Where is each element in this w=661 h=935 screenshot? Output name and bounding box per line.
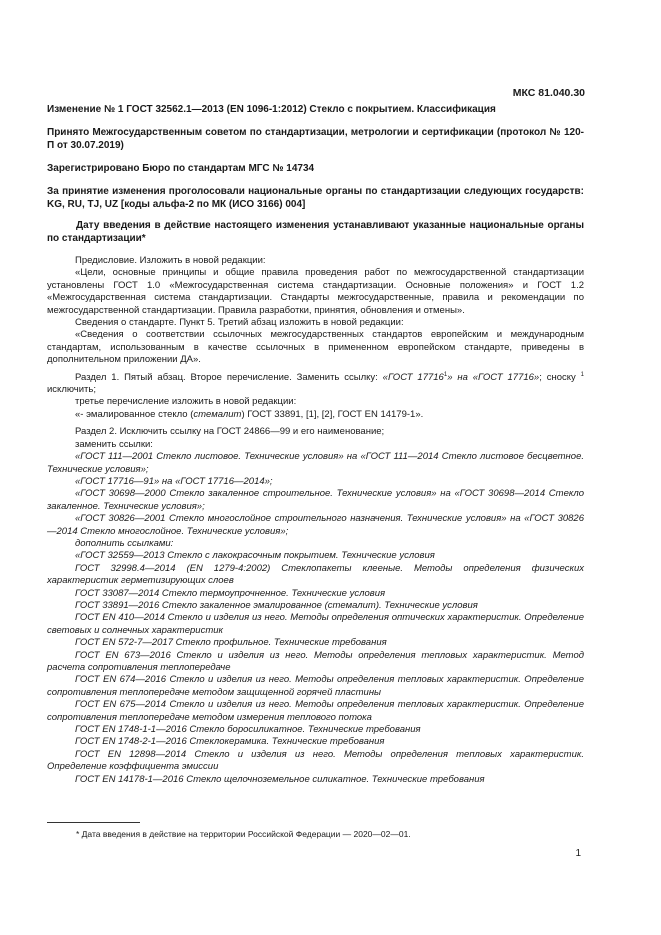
reference-old: «ГОСТ 17716 [382, 371, 444, 383]
reference-item: ГОСТ EN 14178-1—2016 Стекло щелочноземельное силикатное. Технические требования [75, 773, 485, 785]
footnote-mark: 1 [580, 371, 584, 378]
mks-code: МКС 81.040.30 [512, 87, 585, 99]
paragraph [47, 409, 584, 421]
reference-item: ГОСТ EN 674—2016 Стекло и изделия из него. Методы определения тепловых характеристик. Определение сопротивления теплопередаче методом защищенной горячей пластины [47, 674, 584, 698]
reference-item: «ГОСТ 30698—2000 Стекло закаленное строительное. Технические условия» на «ГОСТ 30698—2014 Стекло закаленное. Технические условия»; [47, 488, 584, 512]
reference-new: » на «ГОСТ 17716» [447, 371, 540, 383]
paragraph [47, 372, 584, 397]
registration-statement: Зарегистрировано Бюро по стандартам МГС № 14734 [47, 163, 315, 174]
reference-item: «ГОСТ 32559—2013 Стекло с лакокрасочным покрытием. Технические условия [75, 550, 435, 562]
text-run: Раздел 1. Пятый абзац. Второе перечисление. Заменить ссылку: [75, 371, 383, 383]
reference-item: ГОСТ EN 410—2014 Стекло и изделия из него. Методы определения оптических характеристик. Определение световых и солнечных характеристик [47, 612, 584, 636]
text-run: ) ГОСТ 33891, [1], [2], ГОСТ EN 14179-1». [241, 408, 424, 420]
reference-item: ГОСТ EN 1748-2-1—2016 Стеклокерамика. Технические требования [75, 736, 385, 748]
reference-item: ГОСТ EN 1748-1-1—2016 Стекло боросиликатное. Технические требования [75, 724, 421, 736]
reference-item: ГОСТ 32998.4—2014 (EN 1279-4:2002) Стеклопакеты клееные. Методы определения физических характеристик герметизирующих слоев [47, 562, 584, 587]
page-number: 1 [575, 848, 581, 859]
amendment-title: Изменение № 1 ГОСТ 32562.1—2013 (EN 1096-1:2012) Стекло с покрытием. Классификация [47, 104, 496, 115]
paragraph: дополнить ссылками: [75, 537, 174, 549]
paragraph: «Сведения о соответствии ссылочных межгосударственных стандартов европейским и международным стандартам, использованным в качестве ссылочных в примененном европейском стандарте, приведены в дополнительном приложении ДА». [47, 329, 584, 366]
paragraph: Предисловие. Изложить в новой редакции: [75, 255, 266, 266]
amendment-body [47, 255, 584, 786]
voting-statement: За принятие изменения проголосовали национальные органы по стандартизации следующих государств: KG, RU, TJ, UZ [коды альфа-2 по МК (ИСО 3166) 004] [47, 186, 584, 210]
reference-item: ГОСТ 33891—2016 Стекло закаленное эмалированное (стемалит). Технические условия [75, 599, 478, 611]
footnote: * Дата введения в действие на территории Российской Федерации — 2020—02—01. [76, 829, 411, 839]
reference-item: «ГОСТ 111—2001 Стекло листовое. Технические условия» на «ГОСТ 111—2014 Стекло листовое бесцветное. Технические условия»; [47, 451, 584, 475]
paragraph: Раздел 2. Исключить ссылку на ГОСТ 24866—99 и его наименование; [75, 426, 385, 438]
reference-item: ГОСТ EN 673—2016 Стекло и изделия из него. Методы определения тепловых характеристик. Метод расчета сопротивления теплопередаче [47, 649, 584, 673]
footnote-mark: 1 [443, 371, 448, 378]
footnote-divider [47, 822, 140, 823]
text-run: «- эмалированное стекло ( [75, 408, 194, 420]
reference-item: ГОСТ EN 12898—2014 Стекло и изделия из него. Методы определения тепловых характеристик. Определение коэффициента эмиссии [47, 748, 584, 773]
paragraph: «Цели, основные принципы и общие правила проведения работ по межгосударственной стандартизации установлены ГОСТ 1.0 «Межгосударственная система стандартизации. Основные положения» и ГОСТ 1.2 «Межгосударственная система стандартизации. Стандарты межгосударственные, правила и рекомендации по межгосударственной стандартизации. Правила разработки, принятия, обновления и отмены». [47, 267, 584, 316]
paragraph: Сведения о стандарте. Пункт 5. Третий абзац изложить в новой редакции: [75, 317, 404, 329]
reference-item: ГОСТ EN 572-7—2017 Стекло профильное. Технические требования [75, 637, 387, 649]
text-run: исключить; [47, 384, 96, 396]
introduction-date-note: Дату введения в действие настоящего изменения устанавливают указанные национальные органы по стандартизации* [47, 220, 584, 244]
reference-item: «ГОСТ 17716—91» на «ГОСТ 17716—2014»; [75, 475, 273, 487]
paragraph: третье перечисление изложить в новой редакции: [75, 396, 297, 408]
text-run: стемалит [193, 408, 242, 420]
reference-item: «ГОСТ 30826—2001 Стекло многослойное строительного назначения. Технические условия» на «ГОСТ 30826—2014 Стекло многослойное. Технические условия»; [47, 513, 584, 537]
text-run: ; сноску [539, 371, 581, 383]
reference-item: ГОСТ EN 675—2014 Стекло и изделия из него. Методы определения тепловых характеристик. Определение сопротивления теплопередаче методом измерения теплового потока [47, 699, 584, 723]
adopted-statement: Принято Межгосударственным советом по стандартизации, метрологии и сертификации (протокол № 120-П от 30.07.2019) [47, 127, 584, 151]
paragraph: заменить ссылки: [75, 438, 153, 450]
reference-item: ГОСТ 33087—2014 Стекло термоупрочненное. Технические условия [75, 587, 386, 599]
